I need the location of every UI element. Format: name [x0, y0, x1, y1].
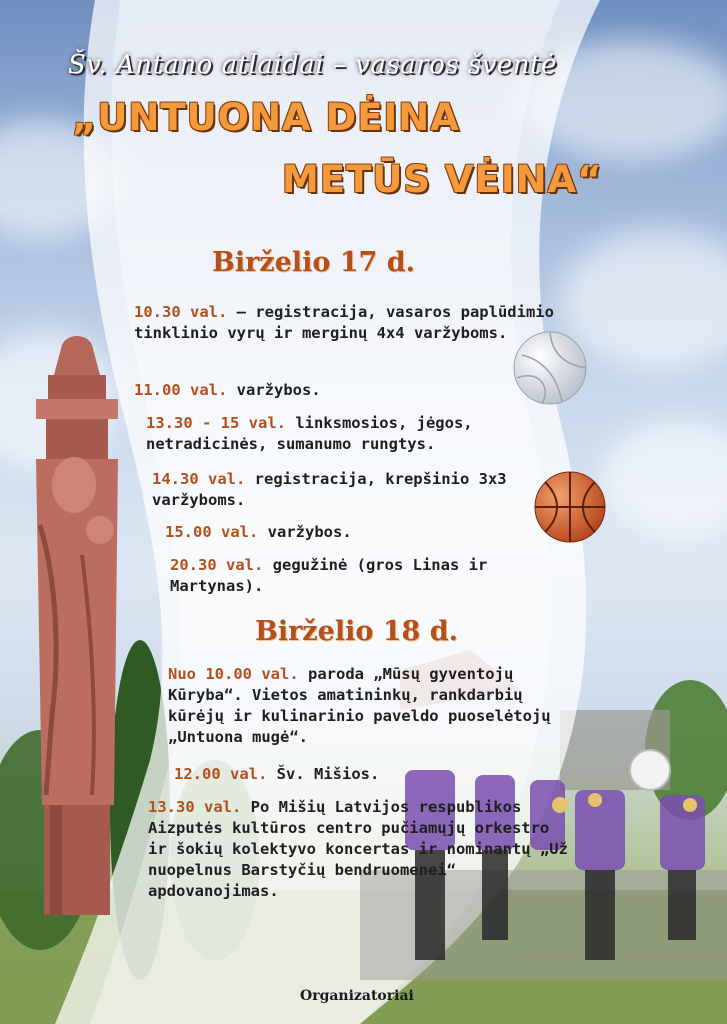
schedule-item [174, 764, 554, 785]
schedule-time: 13.30 val. [148, 798, 242, 816]
schedule-time: Nuo 10.00 val. [168, 665, 299, 683]
schedule-text: Po Mišių Latvijos respublikos Aizputės kultūros centro pučiamųjų orkestro ir šokių kolektyvo koncertas ir nominantų „Už nuopelnus Barstyčių bendruomenei“ apdovanojimas. [148, 798, 568, 900]
schedule-text: varžybos. [227, 381, 321, 399]
schedule-time: 13.30 - 15 val. [146, 414, 286, 432]
schedule-item [148, 797, 568, 902]
schedule-text: Šv. Mišios. [267, 765, 380, 783]
schedule-text: gegužinė (gros Linas ir Martynas). [170, 556, 488, 595]
day2-heading: Birželio 18 d. [255, 616, 458, 647]
schedule-time: 15.00 val. [165, 523, 259, 541]
schedule-time: 11.00 val. [134, 381, 228, 399]
organizers-label: Organizatoriai [300, 988, 414, 1004]
schedule-item [168, 664, 568, 748]
schedule-time: 14.30 val. [152, 470, 246, 488]
schedule-text: linksmosios, jėgos, netradicinės, sumanumo rungtys. [146, 414, 473, 453]
schedule-time: 10.30 val. [134, 303, 228, 321]
schedule-item [165, 522, 505, 543]
basketball-icon [533, 470, 607, 544]
schedule-item [146, 413, 506, 455]
event-title-line-1: „UNTUONA DĖINA [72, 96, 460, 139]
schedule-time: 20.30 val. [170, 556, 264, 574]
schedule-item [134, 302, 554, 344]
schedule-text: registracija, krepšinio 3x3 varžyboms. [152, 470, 507, 509]
schedule-item [134, 380, 534, 401]
schedule-text: paroda „Mūsų gyventojų Kūryba“. Vietos amatininkų, rankdarbių kūrėjų ir kulinarinio paveldo puoselėtojų „Untuona mugė“. [168, 665, 551, 746]
schedule-time: 12.00 val. [174, 765, 268, 783]
schedule-text: varžybos. [258, 523, 352, 541]
schedule-text: – registracija, vasaros paplūdimio tinklinio vyrų ir merginų 4x4 varžyboms. [134, 303, 554, 342]
event-title-line-2: METŪS VĖINA“ [282, 158, 603, 201]
day1-heading: Birželio 17 d. [212, 247, 415, 278]
schedule-item [152, 469, 522, 511]
event-subtitle: Šv. Antano atlaidai – vasaros šventė [68, 50, 557, 80]
schedule-item [170, 555, 510, 597]
wooden-statue-image [22, 335, 132, 920]
